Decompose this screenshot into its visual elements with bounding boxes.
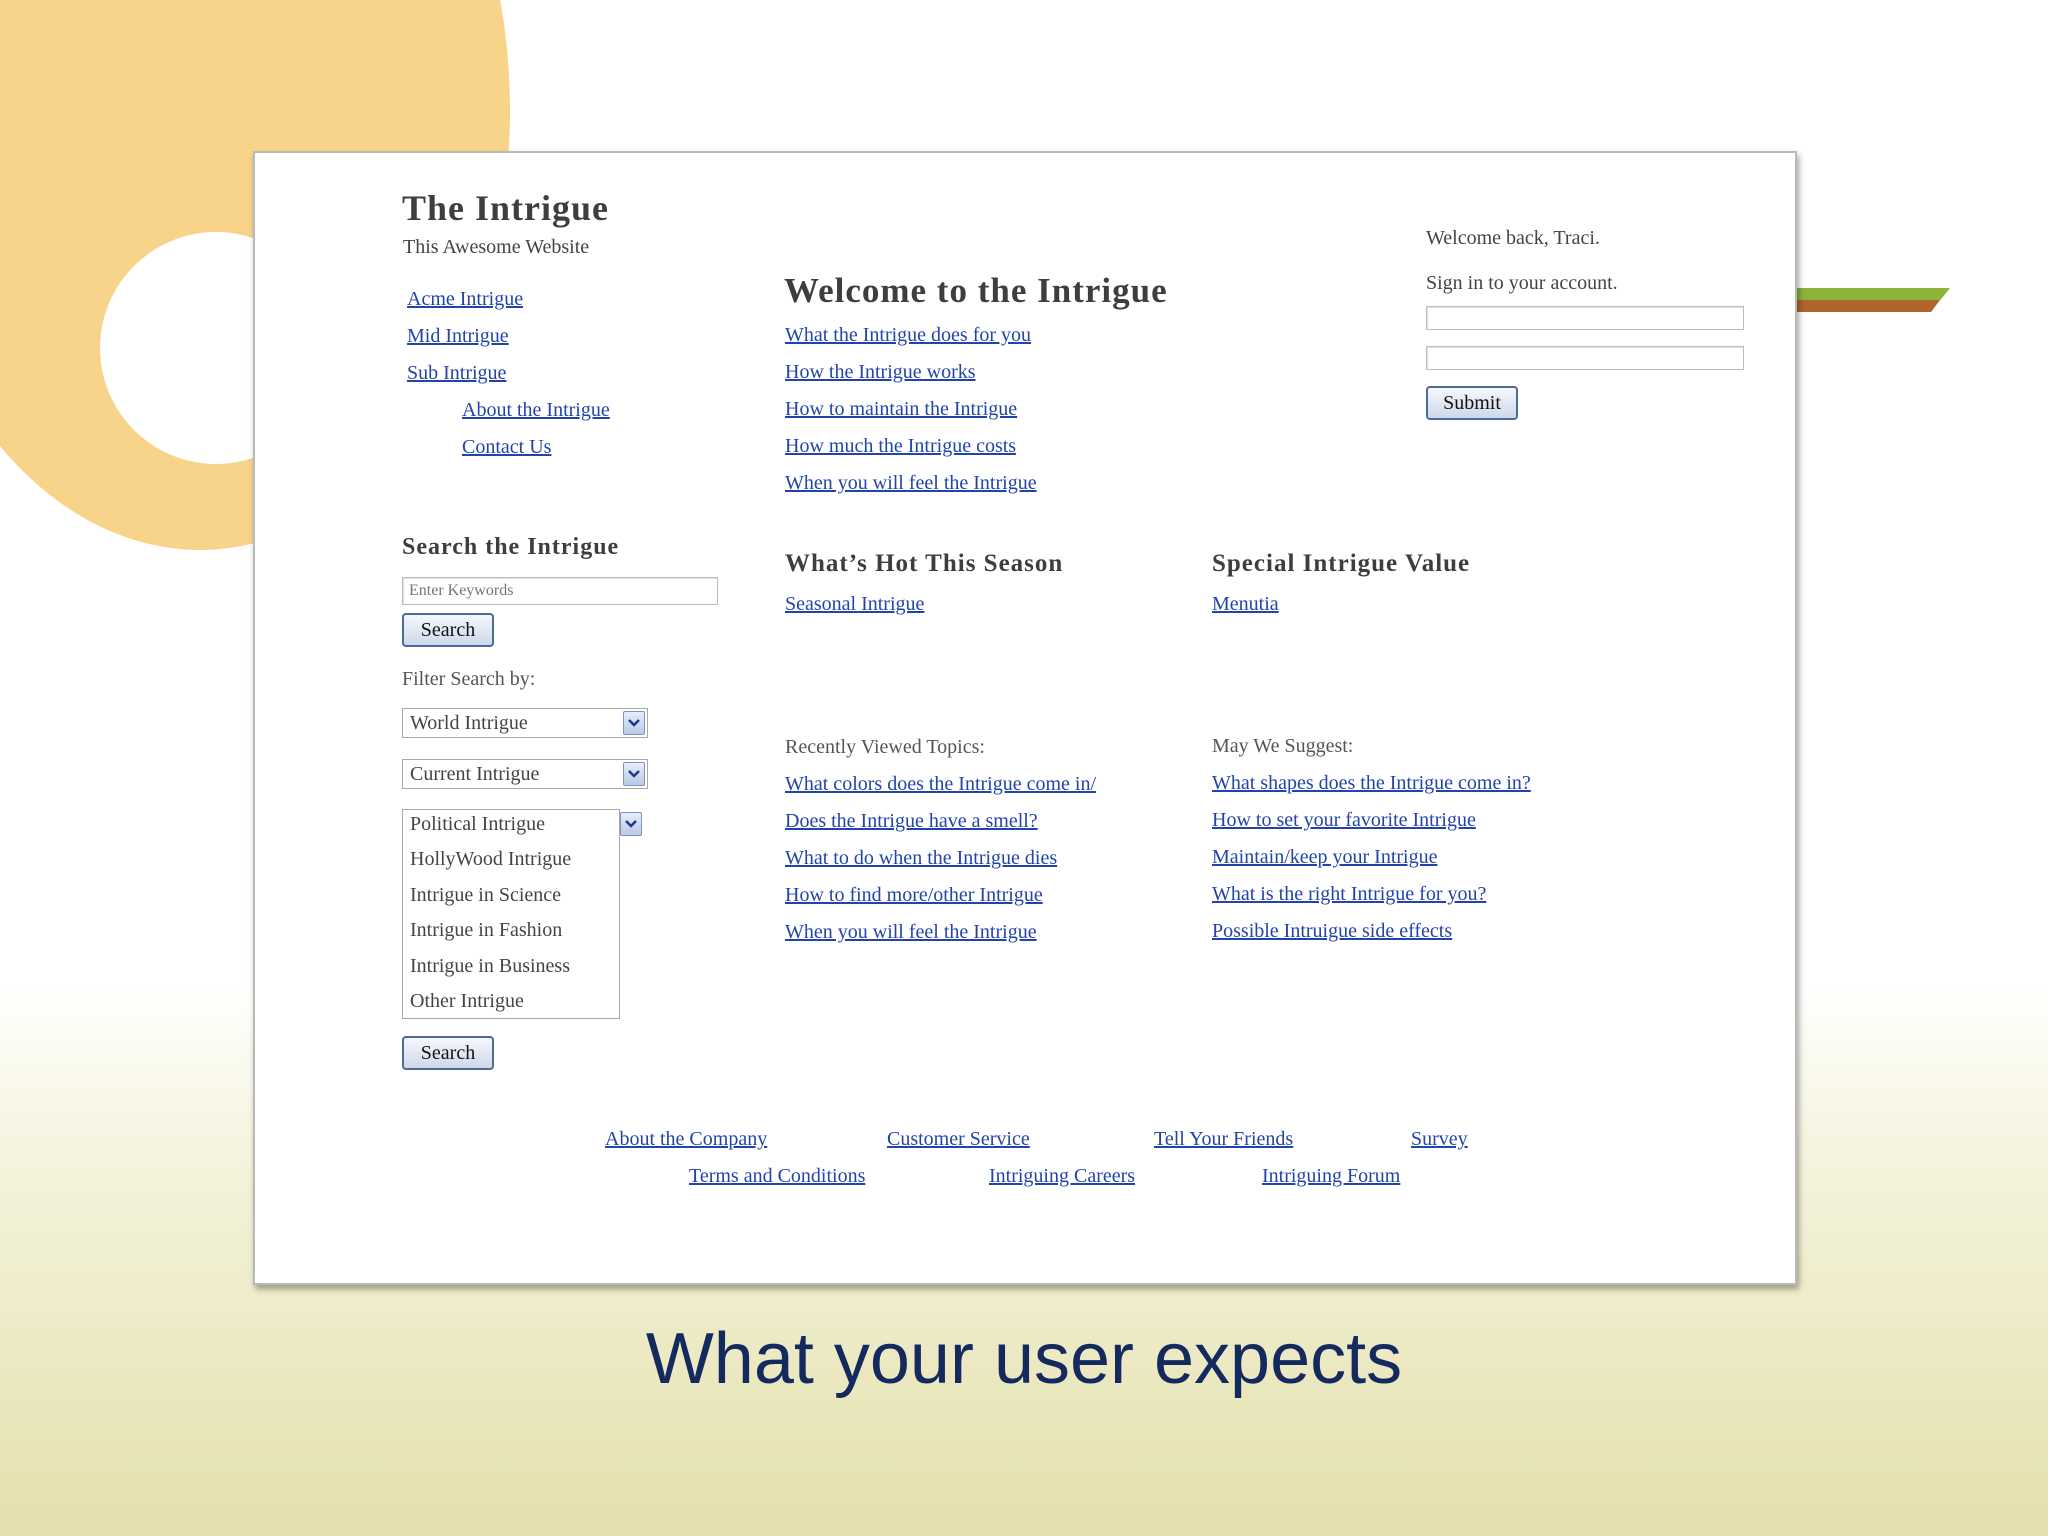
footer-link[interactable]: Intriguing Careers	[989, 1165, 1136, 1187]
footer-link[interactable]: Intriguing Forum	[1262, 1165, 1401, 1187]
password-field[interactable]	[1426, 346, 1744, 370]
list-option[interactable]: Political Intrigue	[410, 813, 545, 835]
welcome-back-text: Welcome back, Traci.	[1426, 227, 1600, 249]
sign-in-prompt: Sign in to your account.	[1426, 272, 1618, 294]
nav-item-acme[interactable]: Acme Intrigue	[407, 288, 524, 310]
suggest-link[interactable]: What is the right Intrigue for you?	[1212, 883, 1487, 905]
welcome-link[interactable]: What the Intrigue does for you	[785, 324, 1032, 346]
list-option[interactable]: Other Intrigue	[410, 990, 524, 1012]
special-heading: Special Intrigue Value	[1212, 550, 1471, 577]
hot-heading: What’s Hot This Season	[785, 550, 1064, 577]
decorative-green-stripe	[1790, 288, 1950, 300]
search-button-2[interactable]: Search	[402, 1036, 494, 1070]
chevron-down-icon	[625, 820, 637, 828]
menutia-link[interactable]: Menutia	[1212, 593, 1279, 615]
recent-link[interactable]: When you will feel the Intrigue	[785, 921, 1037, 943]
filter-select-current[interactable]	[402, 759, 648, 789]
recent-link[interactable]: Does the Intrigue have a smell?	[785, 810, 1038, 832]
recent-link[interactable]: How to find more/other Intrigue	[785, 884, 1043, 906]
footer-link[interactable]: Survey	[1411, 1128, 1468, 1150]
nav-item-mid[interactable]: Mid Intrigue	[407, 325, 509, 347]
footer-link[interactable]: About the Company	[605, 1128, 768, 1150]
recent-link[interactable]: What colors does the Intrigue come in/	[785, 773, 1097, 795]
welcome-link[interactable]: How much the Intrigue costs	[785, 435, 1017, 457]
welcome-heading: Welcome to the Intrigue	[784, 271, 1168, 310]
filter-select-value: World Intrigue	[410, 712, 528, 734]
search-button[interactable]: Search	[402, 613, 494, 647]
suggest-label: May We Suggest:	[1212, 735, 1354, 757]
nav-subitem-about[interactable]: About the Intrigue	[462, 399, 610, 421]
website-mockup	[253, 151, 1797, 1285]
chevron-down-icon	[628, 719, 640, 727]
list-option[interactable]: Intrigue in Science	[410, 884, 562, 906]
recent-label: Recently Viewed Topics:	[785, 736, 985, 758]
slide-caption: What your user expects	[645, 1319, 1403, 1399]
site-subtitle: This Awesome Website	[403, 236, 590, 258]
site-title: The Intrigue	[402, 188, 610, 228]
list-option[interactable]: Intrigue in Fashion	[410, 919, 563, 941]
chevron-down-icon	[628, 770, 640, 778]
welcome-link[interactable]: How to maintain the Intrigue	[785, 398, 1018, 420]
filter-list-box[interactable]	[402, 809, 620, 1019]
dropdown-arrow[interactable]	[623, 762, 645, 786]
seasonal-link[interactable]: Seasonal Intrigue	[785, 593, 925, 615]
submit-button[interactable]: Submit	[1426, 386, 1518, 420]
list-option[interactable]: HollyWood Intrigue	[410, 848, 572, 870]
suggest-link[interactable]: Possible Intruigue side effects	[1212, 920, 1453, 942]
footer-link[interactable]: Customer Service	[887, 1128, 1030, 1150]
search-input[interactable]	[402, 577, 718, 605]
filter-label: Filter Search by:	[402, 668, 536, 690]
dropdown-arrow[interactable]	[623, 711, 645, 735]
welcome-link[interactable]: When you will feel the Intrigue	[785, 472, 1037, 494]
decorative-brown-stripe	[1790, 300, 1940, 312]
suggest-link[interactable]: Maintain/keep your Intrigue	[1212, 846, 1438, 868]
recent-link[interactable]: What to do when the Intrigue dies	[785, 847, 1058, 869]
username-field[interactable]	[1426, 306, 1744, 330]
list-option[interactable]: Intrigue in Business	[410, 955, 570, 977]
nav-subitem-contact[interactable]: Contact Us	[462, 436, 552, 458]
suggest-link[interactable]: What shapes does the Intrigue come in?	[1212, 772, 1531, 794]
filter-select-value: Current Intrigue	[410, 763, 540, 785]
footer-link[interactable]: Tell Your Friends	[1154, 1128, 1294, 1150]
nav-item-sub[interactable]: Sub Intrigue	[407, 362, 507, 384]
footer-link[interactable]: Terms and Conditions	[689, 1165, 866, 1187]
list-scroll-arrow[interactable]	[620, 812, 642, 836]
filter-select-world[interactable]	[402, 708, 648, 738]
search-heading: Search the Intrigue	[402, 534, 620, 560]
suggest-link[interactable]: How to set your favorite Intrigue	[1212, 809, 1476, 831]
welcome-link[interactable]: How the Intrigue works	[785, 361, 976, 383]
